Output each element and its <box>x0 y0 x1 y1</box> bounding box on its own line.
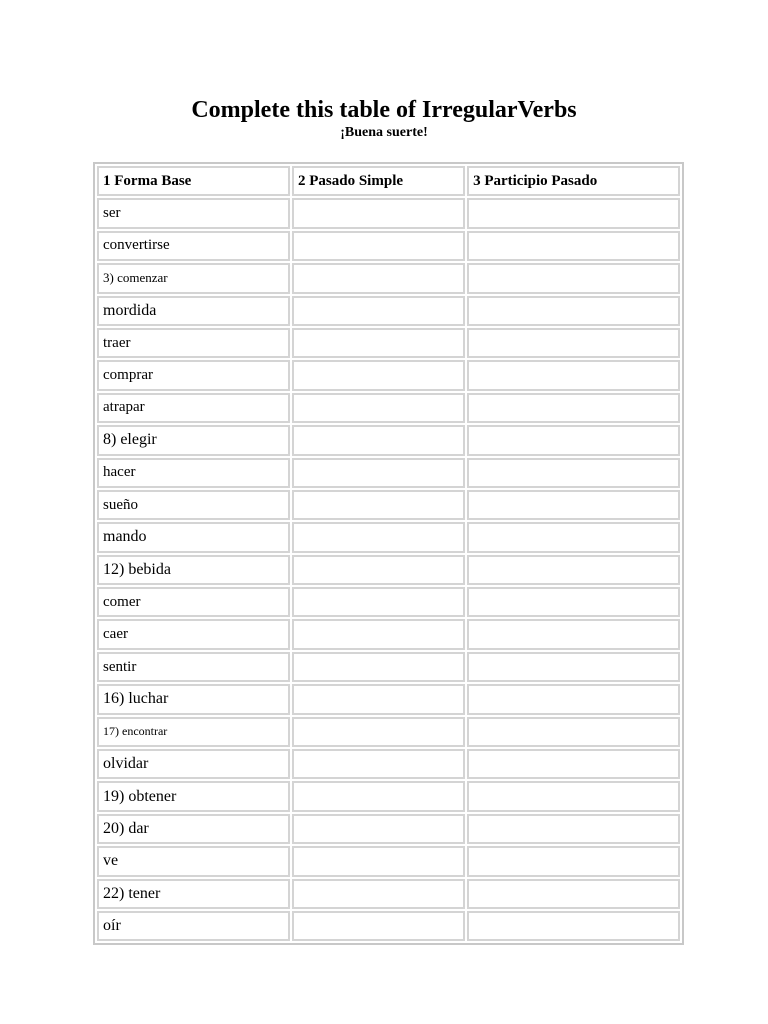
table-header-row <box>97 166 680 196</box>
base-form-cell: convertirse <box>97 231 290 261</box>
past-participle-cell[interactable] <box>467 684 680 714</box>
simple-past-cell[interactable] <box>292 198 465 228</box>
past-participle-cell[interactable] <box>467 781 680 811</box>
past-participle-cell[interactable] <box>467 231 680 261</box>
table-row <box>97 619 680 649</box>
simple-past-cell[interactable] <box>292 360 465 390</box>
simple-past-cell[interactable] <box>292 296 465 326</box>
base-form-cell: caer <box>97 619 290 649</box>
irregular-verbs-table <box>93 162 684 945</box>
simple-past-cell[interactable] <box>292 231 465 261</box>
table-row <box>97 522 680 552</box>
table-row <box>97 814 680 844</box>
table-row <box>97 198 680 228</box>
base-form-cell: 20) dar <box>97 814 290 844</box>
page-subtitle: ¡Buena suerte! <box>340 125 428 140</box>
table-row <box>97 296 680 326</box>
simple-past-cell[interactable] <box>292 814 465 844</box>
base-form-cell: oír <box>97 911 290 941</box>
base-form-cell: ve <box>97 846 290 876</box>
simple-past-cell[interactable] <box>292 781 465 811</box>
table-row <box>97 425 680 455</box>
base-form-cell: 12) bebida <box>97 555 290 585</box>
base-form-cell: 19) obtener <box>97 781 290 811</box>
column-header-base-form: 1 Forma Base <box>97 166 290 196</box>
table-row <box>97 328 680 358</box>
past-participle-cell[interactable] <box>467 490 680 520</box>
table-row <box>97 717 680 747</box>
base-form-cell: sentir <box>97 652 290 682</box>
simple-past-cell[interactable] <box>292 522 465 552</box>
table-row <box>97 360 680 390</box>
simple-past-cell[interactable] <box>292 749 465 779</box>
table-row <box>97 684 680 714</box>
base-form-cell: traer <box>97 328 290 358</box>
column-header-past-participle: 3 Participio Pasado <box>467 166 680 196</box>
simple-past-cell[interactable] <box>292 911 465 941</box>
past-participle-cell[interactable] <box>467 360 680 390</box>
base-form-cell: atrapar <box>97 393 290 423</box>
past-participle-cell[interactable] <box>467 749 680 779</box>
past-participle-cell[interactable] <box>467 296 680 326</box>
base-form-cell: 16) luchar <box>97 684 290 714</box>
base-form-cell: 3) comenzar <box>97 263 290 293</box>
past-participle-cell[interactable] <box>467 652 680 682</box>
table-row <box>97 587 680 617</box>
base-form-cell: comer <box>97 587 290 617</box>
past-participle-cell[interactable] <box>467 879 680 909</box>
base-form-cell: ser <box>97 198 290 228</box>
past-participle-cell[interactable] <box>467 393 680 423</box>
base-form-cell: 22) tener <box>97 879 290 909</box>
past-participle-cell[interactable] <box>467 198 680 228</box>
past-participle-cell[interactable] <box>467 911 680 941</box>
past-participle-cell[interactable] <box>467 328 680 358</box>
table-row <box>97 846 680 876</box>
base-form-cell: 17) encontrar <box>97 717 290 747</box>
simple-past-cell[interactable] <box>292 652 465 682</box>
past-participle-cell[interactable] <box>467 458 680 488</box>
simple-past-cell[interactable] <box>292 263 465 293</box>
base-form-cell: olvidar <box>97 749 290 779</box>
table-row <box>97 263 680 293</box>
base-form-cell: sueño <box>97 490 290 520</box>
simple-past-cell[interactable] <box>292 879 465 909</box>
past-participle-cell[interactable] <box>467 587 680 617</box>
past-participle-cell[interactable] <box>467 814 680 844</box>
past-participle-cell[interactable] <box>467 717 680 747</box>
table-row <box>97 781 680 811</box>
column-header-simple-past: 2 Pasado Simple <box>292 166 465 196</box>
page-title: Complete this table of IrregularVerbs <box>191 97 577 123</box>
base-form-cell: 8) elegir <box>97 425 290 455</box>
past-participle-cell[interactable] <box>467 522 680 552</box>
past-participle-cell[interactable] <box>467 263 680 293</box>
simple-past-cell[interactable] <box>292 425 465 455</box>
simple-past-cell[interactable] <box>292 555 465 585</box>
table-row <box>97 490 680 520</box>
past-participle-cell[interactable] <box>467 619 680 649</box>
simple-past-cell[interactable] <box>292 587 465 617</box>
base-form-cell: mordida <box>97 296 290 326</box>
simple-past-cell[interactable] <box>292 458 465 488</box>
simple-past-cell[interactable] <box>292 619 465 649</box>
simple-past-cell[interactable] <box>292 717 465 747</box>
base-form-cell: comprar <box>97 360 290 390</box>
simple-past-cell[interactable] <box>292 490 465 520</box>
table-row <box>97 393 680 423</box>
table-row <box>97 231 680 261</box>
simple-past-cell[interactable] <box>292 684 465 714</box>
table-row <box>97 458 680 488</box>
table-row <box>97 749 680 779</box>
past-participle-cell[interactable] <box>467 555 680 585</box>
simple-past-cell[interactable] <box>292 328 465 358</box>
table-row <box>97 879 680 909</box>
base-form-cell: hacer <box>97 458 290 488</box>
past-participle-cell[interactable] <box>467 425 680 455</box>
table-row <box>97 652 680 682</box>
table-row <box>97 911 680 941</box>
table-row <box>97 555 680 585</box>
past-participle-cell[interactable] <box>467 846 680 876</box>
simple-past-cell[interactable] <box>292 393 465 423</box>
simple-past-cell[interactable] <box>292 846 465 876</box>
base-form-cell: mando <box>97 522 290 552</box>
